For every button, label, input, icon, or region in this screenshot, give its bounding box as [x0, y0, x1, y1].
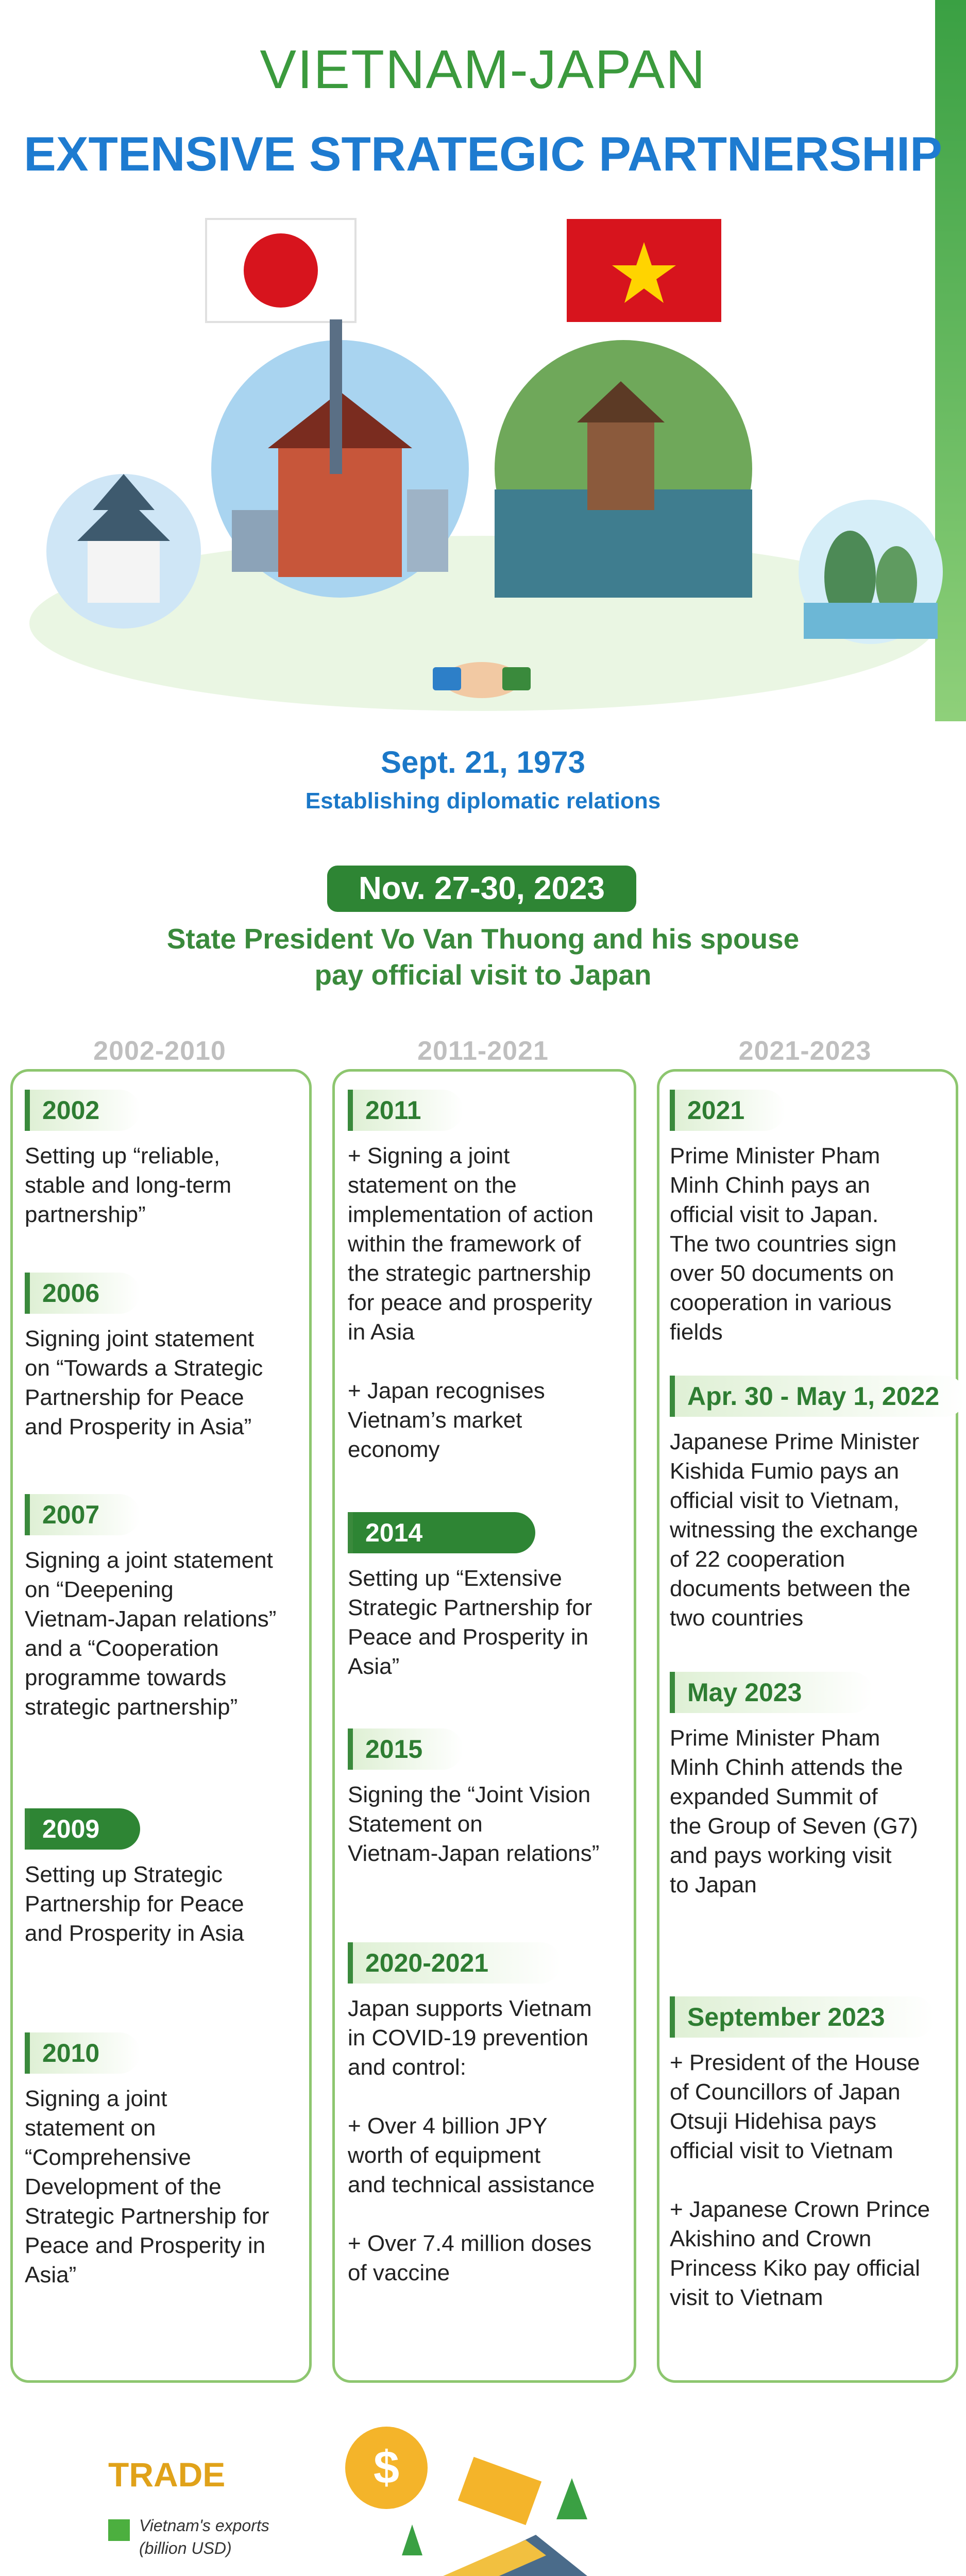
- timeline-line: Statement on: [348, 1811, 483, 1837]
- col1-header: 2002-2010: [93, 1036, 226, 1066]
- timeline-line: Vietnam’s market: [348, 1408, 522, 1433]
- timeline-year-col1-3: 2009: [25, 1808, 140, 1850]
- timeline-line: of Councillors of Japan: [670, 2079, 901, 2105]
- trade-truck-illustration: [340, 2421, 608, 2576]
- timeline-year-col2-3: 2020-2021: [348, 1942, 561, 1984]
- timeline-line: [670, 2165, 943, 2195]
- timeline-line: and Prosperity in Asia”: [25, 1414, 252, 1439]
- timeline-line: official visit to Vietnam: [670, 2138, 893, 2163]
- timeline-line: within the framework of: [348, 1231, 581, 1257]
- legend-exports-swatch: [108, 2519, 130, 2541]
- timeline-line: [348, 2082, 621, 2111]
- japan-flag-icon: [206, 219, 355, 322]
- timeline-line: Asia”: [348, 1654, 400, 1679]
- timeline-line: expanded Summit of: [670, 1784, 878, 1809]
- col2-header: 2011-2021: [417, 1036, 549, 1066]
- page-title: VIETNAM-JAPAN: [260, 39, 706, 100]
- timeline-line: Setting up “reliable,: [25, 1143, 221, 1168]
- timeline-line: implementation of action: [348, 1202, 594, 1227]
- timeline-line: and pays working visit: [670, 1843, 892, 1868]
- timeline-year-col1-0: 2002: [25, 1090, 140, 1131]
- timeline-line: [348, 2199, 621, 2229]
- timeline-text-col3-0: [670, 1141, 943, 1347]
- milestone-2023-desc-line1: State President Vo Van Thuong and his spouse: [166, 923, 800, 955]
- timeline-line: Signing a joint statement: [25, 1548, 273, 1573]
- timeline-line: Japanese Prime Minister: [670, 1429, 920, 1454]
- vietnam-flag-icon: [567, 219, 721, 322]
- timeline-line: Minh Chinh attends the: [670, 1755, 903, 1780]
- timeline-line: Development of the: [25, 2174, 222, 2199]
- timeline-line: official visit to Japan.: [670, 1202, 879, 1227]
- timeline-line: Vietnam-Japan relations”: [25, 1606, 277, 1632]
- timeline-line: Japan supports Vietnam: [348, 1996, 592, 2021]
- page-subtitle: EXTENSIVE STRATEGIC PARTNERSHIP: [24, 127, 942, 181]
- timeline-line: Peace and Prosperity in: [348, 1624, 589, 1650]
- timeline-text-col2-0: [348, 1141, 621, 1464]
- milestone-2023-date: Nov. 27-30, 2023: [327, 866, 636, 912]
- timeline-line: Partnership for Peace: [25, 1891, 244, 1917]
- milestone-1973-desc: Establishing diplomatic relations: [305, 788, 661, 814]
- timeline-line: official visit to Vietnam,: [670, 1488, 900, 1513]
- timeline-year-col1-2: 2007: [25, 1494, 140, 1535]
- timeline-line: on “Deepening: [25, 1577, 174, 1602]
- vietnam-lake-scene: [495, 340, 752, 598]
- timeline-line: Asia”: [25, 2262, 77, 2287]
- timeline-text-col1-1: [25, 1324, 303, 1442]
- timeline-text-col3-1: [670, 1427, 943, 1633]
- timeline-line: cooperation in various: [670, 1290, 892, 1315]
- timeline-line: fields: [670, 1319, 723, 1345]
- timeline-line: + Signing a joint: [348, 1143, 510, 1168]
- timeline-line: + President of the House: [670, 2050, 920, 2075]
- timeline-line: the Group of Seven (G7): [670, 1814, 918, 1839]
- timeline-line: strategic partnership”: [25, 1694, 238, 1720]
- timeline-text-col1-0: [25, 1141, 303, 1229]
- trade-title: TRADE: [108, 2455, 226, 2494]
- timeline-year-col1-4: 2010: [25, 2032, 140, 2074]
- timeline-line: + Japan recognises: [348, 1378, 545, 1403]
- timeline-line: of vaccine: [348, 2260, 450, 2285]
- timeline-text-col3-2: [670, 1723, 943, 1900]
- timeline-line: economy: [348, 1437, 440, 1462]
- timeline-line: + Over 7.4 million doses: [348, 2231, 592, 2256]
- timeline-line: Otsuji Hidehisa pays: [670, 2109, 877, 2134]
- timeline-line: Akishino and Crown: [670, 2226, 872, 2251]
- timeline-line: worth of equipment: [348, 2143, 541, 2168]
- timeline-line: Minh Chinh pays an: [670, 1173, 870, 1198]
- timeline-line: statement on the: [348, 1173, 517, 1198]
- timeline-line: The two countries sign: [670, 1231, 897, 1257]
- timeline-line: for peace and prosperity: [348, 1290, 592, 1315]
- timeline-text-col2-1: [348, 1564, 621, 1681]
- timeline-year-col3-1: Apr. 30 - May 1, 2022: [670, 1376, 965, 1417]
- timeline-text-col3-3: [670, 2048, 943, 2312]
- timeline-line: + Over 4 billion JPY: [348, 2113, 548, 2139]
- hero-illustration: [0, 201, 966, 716]
- legend-exports-line2: (billion USD): [139, 2539, 232, 2557]
- timeline-line: of 22 cooperation: [670, 1547, 845, 1572]
- milestone-2023-desc-line2: pay official visit to Japan: [314, 959, 652, 991]
- timeline-line: programme towards: [25, 1665, 227, 1690]
- halong-bay-scene: [799, 500, 943, 644]
- timeline-year-col2-0: 2011: [348, 1090, 463, 1131]
- timeline-line: statement on: [25, 2115, 156, 2141]
- timeline-line: documents between the: [670, 1576, 911, 1601]
- timeline-line: + Japanese Crown Prince: [670, 2197, 930, 2222]
- milestone-1973-date: Sept. 21, 1973: [381, 745, 585, 779]
- timeline-line: Princess Kiko pay official: [670, 2256, 920, 2281]
- timeline-line: Strategic Partnership for: [348, 1595, 592, 1620]
- timeline-line: and Prosperity in Asia: [25, 1921, 244, 1946]
- timeline-line: and control:: [348, 2055, 466, 2080]
- timeline-line: Signing the “Joint Vision: [348, 1782, 591, 1807]
- timeline-line: witnessing the exchange: [670, 1517, 918, 1543]
- timeline-line: and a “Cooperation: [25, 1636, 219, 1661]
- timeline-line: over 50 documents on: [670, 1261, 894, 1286]
- timeline-line: stable and long-term: [25, 1173, 232, 1198]
- timeline-line: Setting up “Extensive: [348, 1566, 562, 1591]
- timeline-line: Signing joint statement: [25, 1326, 255, 1351]
- legend-exports-label: [139, 2514, 269, 2560]
- timeline-text-col1-4: [25, 2084, 303, 2290]
- timeline-line: partnership”: [25, 1202, 146, 1227]
- timeline-text-col2-3: [348, 1994, 621, 2287]
- timeline-year-col1-1: 2006: [25, 1273, 140, 1314]
- col3-header: 2021-2023: [738, 1036, 872, 1066]
- timeline-line: to Japan: [670, 1872, 757, 1897]
- timeline-year-col3-0: 2021: [670, 1090, 785, 1131]
- timeline-line: in Asia: [348, 1319, 415, 1345]
- timeline-line: Vietnam-Japan relations”: [348, 1841, 600, 1866]
- timeline-line: in COVID-19 prevention: [348, 2025, 589, 2050]
- timeline-line: and technical assistance: [348, 2172, 595, 2197]
- timeline-line: [348, 1347, 621, 1376]
- timeline-text-col1-3: [25, 1860, 303, 1948]
- timeline-text-col1-2: [25, 1546, 303, 1722]
- timeline-line: Setting up Strategic: [25, 1862, 223, 1887]
- timeline-line: Prime Minister Pham: [670, 1143, 880, 1168]
- japan-castle-scene: [46, 474, 201, 629]
- timeline-line: “Comprehensive: [25, 2145, 191, 2170]
- timeline-year-col2-1: 2014: [348, 1512, 535, 1553]
- timeline-line: Kishida Fumio pays an: [670, 1459, 900, 1484]
- timeline-line: Signing a joint: [25, 2086, 167, 2111]
- timeline-line: two countries: [670, 1605, 804, 1631]
- timeline-line: visit to Vietnam: [670, 2285, 823, 2310]
- timeline-line: Partnership for Peace: [25, 1385, 244, 1410]
- timeline-line: the strategic partnership: [348, 1261, 591, 1286]
- japan-city-scene: [211, 319, 469, 598]
- timeline-year-col3-2: May 2023: [670, 1672, 873, 1713]
- timeline-line: Prime Minister Pham: [670, 1725, 880, 1751]
- timeline-year-col3-3: September 2023: [670, 1996, 935, 2038]
- timeline-line: Strategic Partnership for: [25, 2204, 269, 2229]
- timeline-text-col2-2: [348, 1780, 621, 1868]
- timeline-line: on “Towards a Strategic: [25, 1355, 263, 1381]
- timeline-line: Peace and Prosperity in: [25, 2233, 266, 2258]
- legend-exports-line1: Vietnam's exports: [139, 2516, 269, 2535]
- timeline-year-col2-2: 2015: [348, 1728, 463, 1770]
- svg-text:$: $: [373, 2442, 400, 2494]
